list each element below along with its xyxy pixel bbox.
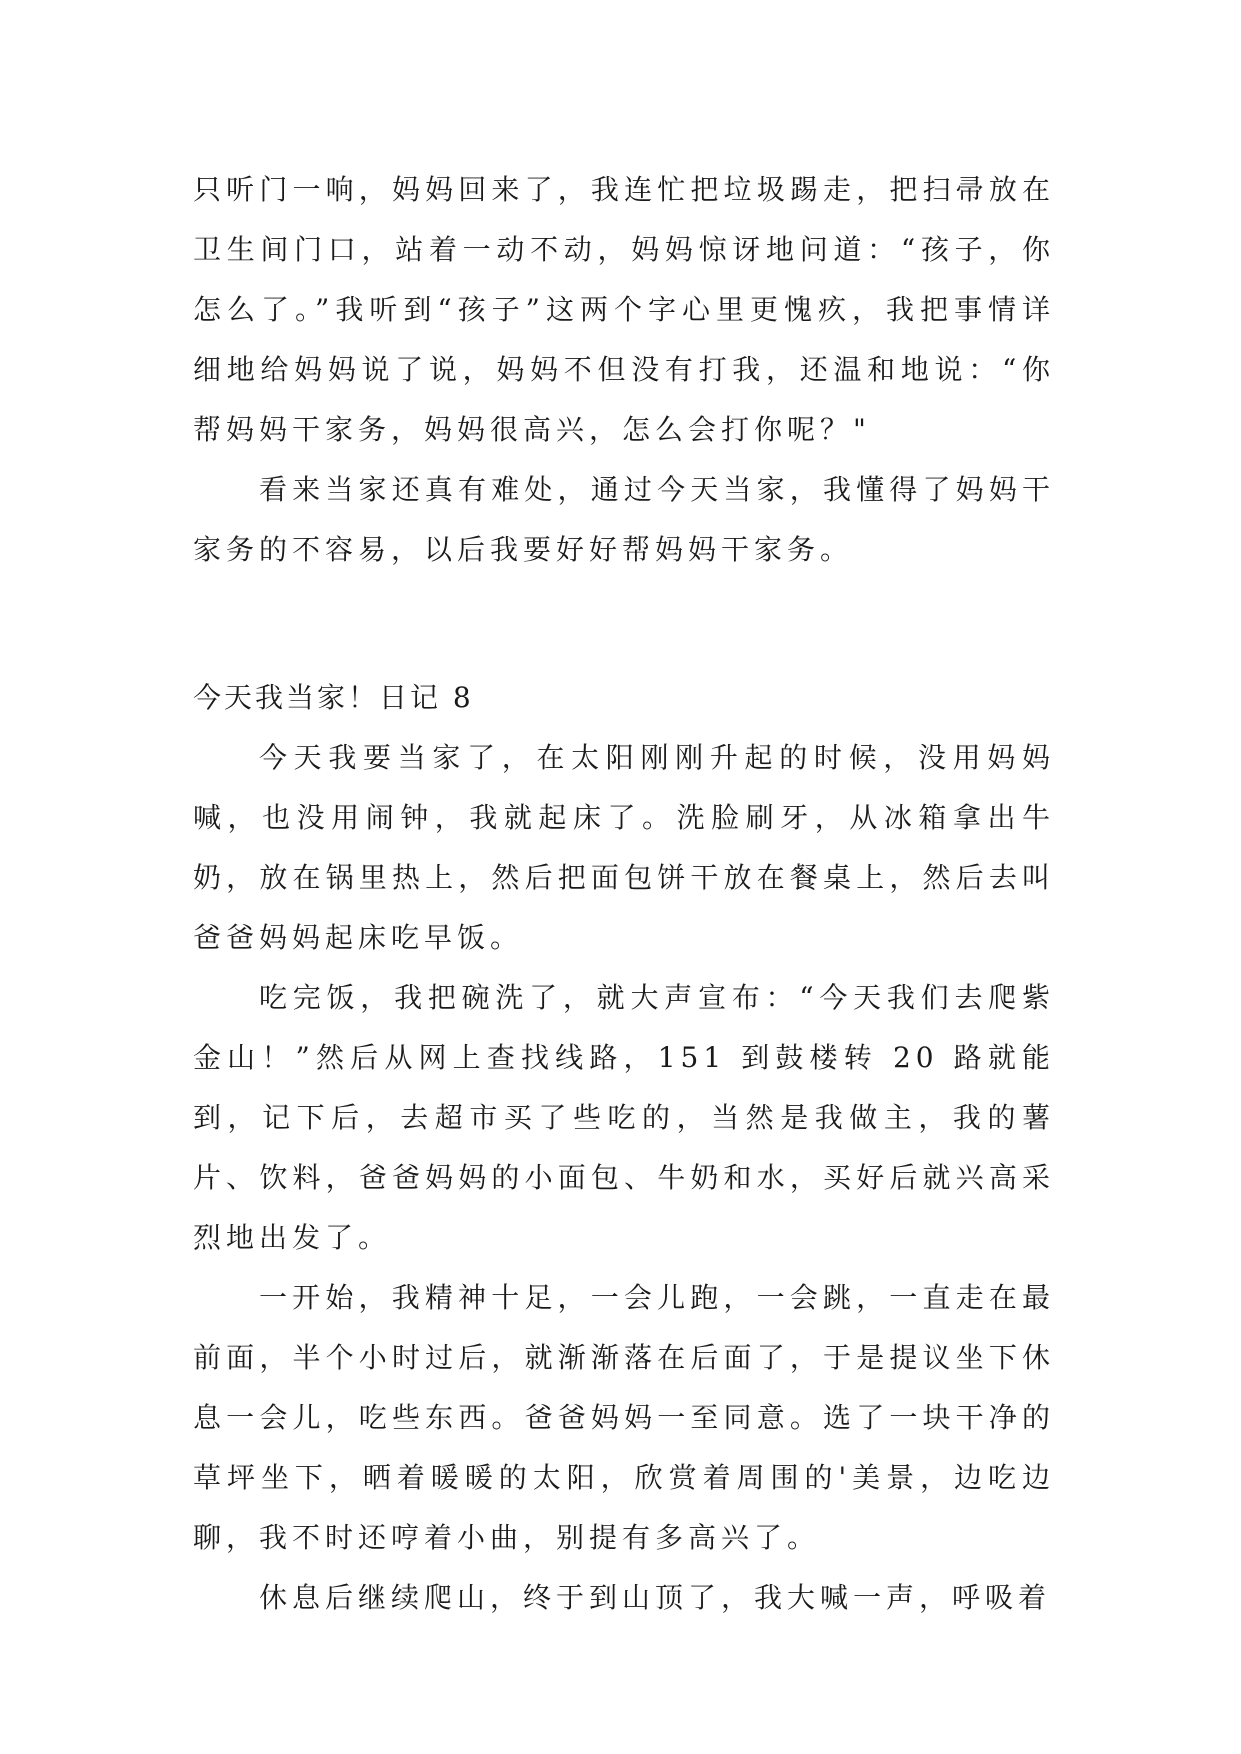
paragraph-plan-trip: 吃完饭，我把碗洗了，就大声宣布：“今天我们去爬紫金山！”然后从网上查找线路，151 到鼓楼转 20 路就能到，记下后，去超市买了些吃的，当然是我做主，我的薯片、饮料，爸爸妈妈的小面包、牛奶和水，买好后就兴高采烈地出发了。 — [193, 981, 1055, 1254]
paragraph-morning: 今天我要当家了，在太阳刚刚升起的时候，没用妈妈喊，也没用闹钟，我就起床了。洗脸刷牙，从冰箱拿出牛奶，放在锅里热上，然后把面包饼干放在餐桌上，然后去叫爸爸妈妈起床吃早饭。 — [193, 741, 1055, 954]
section-title: 今天我当家！日记 8 — [193, 681, 474, 714]
document-page — [193, 160, 1055, 1628]
paragraph-hiking: 一开始，我精神十足，一会儿跑，一会跳，一直走在最前面，半个小时过后，就渐渐落在后面了，于是提议坐下休息一会儿，吃些东西。爸爸妈妈一至同意。选了一块干净的草坪坐下，晒着暖暖的太阳，欣赏着周围的'美景，边吃边聊，我不时还哼着小曲，别提有多高兴了。 — [193, 1281, 1055, 1554]
paragraph-conclusion: 看来当家还真有难处，通过今天当家，我懂得了妈妈干家务的不容易，以后我要好好帮妈妈干家务。 — [193, 473, 1055, 566]
paragraph-summit: 休息后继续爬山，终于到山顶了，我大喊一声，呼吸着 — [259, 1581, 1052, 1614]
paragraph-mother-returns: 只听门一响，妈妈回来了，我连忙把垃圾踢走，把扫帚放在卫生间门口，站着一动不动，妈妈惊讶地问道：“孩子，你怎么了。”我听到“孩子”这两个字心里更愧疚，我把事情详细地给妈妈说了说，妈妈不但没有打我，还温和地说：“你帮妈妈干家务，妈妈很高兴，怎么会打你呢？" — [193, 173, 1055, 446]
